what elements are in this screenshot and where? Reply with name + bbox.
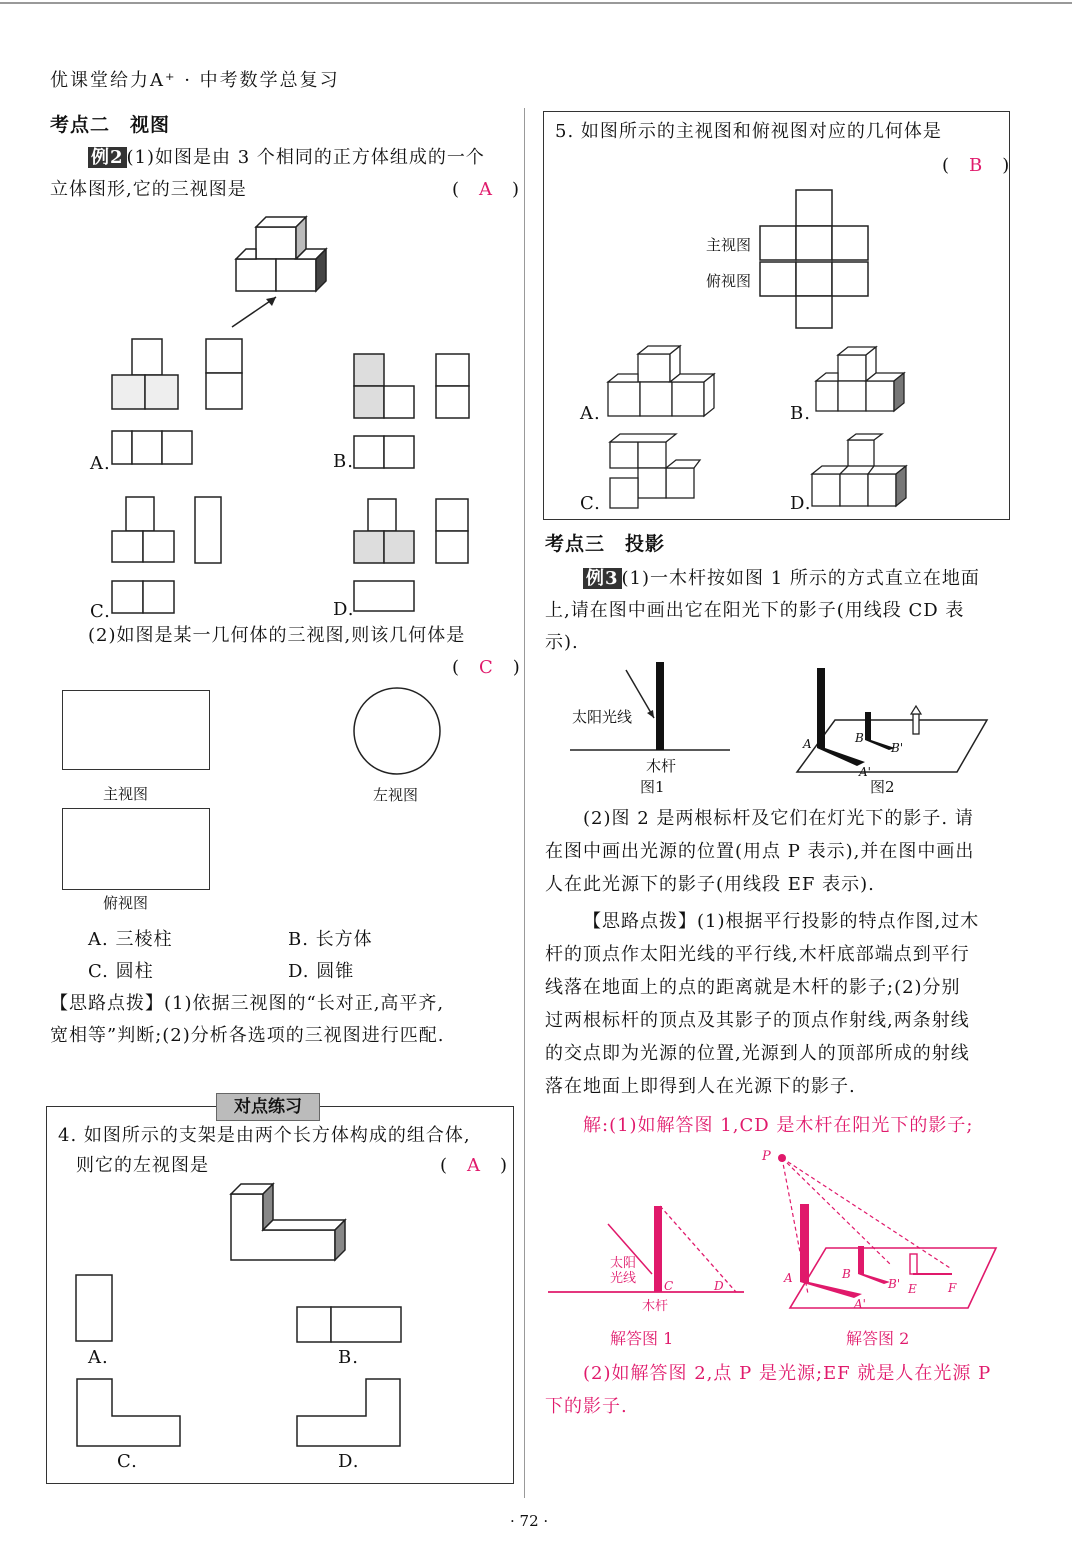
example2-line1: 例2 (1)如图是由 3 个相同的正方体组成的一个 [88, 142, 485, 174]
figure1-pole-label: 木杆 [646, 757, 677, 775]
svg-text:F: F [948, 1281, 957, 1295]
section-title-views: 考点二 视图 [50, 114, 171, 136]
hint3-line5: 的交点即为光源的位置,光源到人的顶部所成的射线 [545, 1043, 970, 1064]
figure1-sun-label: 太阳光线 [572, 708, 633, 726]
example3-line3: 示). [545, 632, 579, 653]
section-title-projection: 考点三 投影 [545, 533, 666, 555]
hint3-line4: 过两根标杆的顶点及其影子的顶点作射线,两条射线 [545, 1010, 970, 1031]
q4-option-a-label: A. [88, 1347, 109, 1368]
main-view-label: 主视图 [103, 785, 149, 803]
solution-figure1 [548, 1200, 748, 1310]
svg-text:A': A' [859, 765, 871, 779]
page-header: 优课堂给力A⁺ · 中考数学总复习 [50, 70, 340, 91]
choice-c: C. 圆柱 [88, 961, 154, 982]
option-b-views [352, 352, 482, 472]
solution-line2: (2)如解答图 2,点 P 是光源;EF 就是人在光源 P [583, 1363, 992, 1384]
svg-text:A: A [784, 1271, 793, 1285]
q5-option-c-solid [604, 432, 704, 512]
cube-solid-figure [230, 205, 340, 330]
answer-bracket-5: ( B ) [942, 155, 1011, 176]
choice-b: B. 长方体 [288, 929, 373, 950]
solution-pole-label: 木杆 [642, 1299, 669, 1314]
example3-part2-line1: (2)图 2 是两根标杆及它们在灯光下的影子. 请 [583, 808, 974, 829]
top-view-label: 俯视图 [103, 894, 149, 912]
option-c-label: C. [90, 601, 111, 622]
answer-bracket-1: ( A ) [452, 179, 521, 200]
q5-option-b-solid [808, 345, 923, 420]
svg-text:B': B' [888, 1277, 901, 1291]
q5-option-c-label: C. [580, 493, 601, 514]
left-view-circle [352, 686, 442, 776]
answer-bracket-4: ( A ) [440, 1155, 509, 1176]
example2-q2: (2)如图是某一几何体的三视图,则该几何体是 [88, 625, 466, 646]
svg-text:A': A' [854, 1297, 866, 1311]
page-number: · 72 · [510, 1512, 549, 1530]
q5-top-view-label: 俯视图 [706, 272, 752, 290]
q4-option-b-label: B. [338, 1347, 359, 1368]
question4-line1: 4. 如图所示的支架是由两个长方体构成的组合体, [58, 1125, 471, 1146]
example2-line2: 立体图形,它的三视图是 [50, 179, 247, 200]
q5-option-d-label: D. [790, 493, 812, 514]
q4-option-d-view [296, 1378, 406, 1448]
option-a-views [110, 335, 250, 470]
top-view-rect [62, 808, 210, 890]
top-rule [0, 2, 1072, 4]
hint-line1: 【思路点拨】(1)依据三视图的“长对正,高平齐, [50, 993, 445, 1014]
option-d-label: D. [333, 599, 355, 620]
hint-line2: 宽相等”判断;(2)分析各选项的三视图进行匹配. [50, 1025, 445, 1046]
option-d-views [352, 497, 482, 617]
left-view-label: 左视图 [373, 786, 419, 804]
bracket-solid-figure [225, 1180, 360, 1270]
q5-option-b-label: B. [790, 403, 811, 424]
q5-main-view-label: 主视图 [706, 236, 752, 254]
q4-option-c-label: C. [117, 1451, 138, 1472]
svg-text:D: D [714, 1279, 724, 1293]
svg-text:E: E [908, 1282, 917, 1296]
svg-text:B: B [842, 1267, 851, 1281]
hint3-line3: 线落在地面上的点的距离就是木杆的影子;(2)分别 [545, 977, 961, 998]
solution-figure2-caption: 解答图 2 [846, 1329, 910, 1348]
svg-text:B': B' [891, 741, 904, 755]
example3-part2-line2: 在图中画出光源的位置(用点 P 表示),并在图中画出 [545, 841, 975, 862]
choice-a: A. 三棱柱 [88, 929, 173, 950]
q4-option-d-label: D. [338, 1451, 360, 1472]
question5-text: 5. 如图所示的主视图和俯视图对应的几何体是 [555, 121, 942, 142]
question4-line2: 则它的左视图是 [76, 1155, 209, 1176]
q5-option-d-solid [808, 432, 913, 512]
svg-text:C: C [664, 1279, 674, 1293]
figure2-poles [795, 664, 990, 779]
figure2-caption: 图2 [870, 778, 895, 796]
solution-figure2 [762, 1148, 1005, 1318]
hint3-line6: 落在地面上即得到人在光源下的影子. [545, 1076, 856, 1097]
solution-figure1-caption: 解答图 1 [610, 1329, 674, 1348]
svg-text:B: B [855, 731, 864, 745]
q5-views-figure [760, 188, 900, 333]
svg-text:A: A [803, 737, 812, 751]
example-tag: 例2 [88, 147, 127, 168]
solution-sun-label: 太阳光线 [610, 1256, 637, 1286]
example3-part2-line3: 人在此光源下的影子(用线段 EF 表示). [545, 874, 875, 895]
q5-option-a-solid [604, 342, 719, 422]
q4-option-c-view [76, 1378, 186, 1448]
example-tag-3: 例3 [583, 568, 622, 589]
q5-option-a-label: A. [580, 403, 601, 424]
hint3-line1: 【思路点拨】(1)根据平行投影的特点作图,过木 [583, 911, 980, 932]
hint3-line2: 杆的顶点作太阳光线的平行线,木杆底部端点到平行 [545, 944, 970, 965]
example3-line1: 例3 (1)一木杆按如图 1 所示的方式直立在地面 [583, 563, 980, 595]
choice-d: D. 圆锥 [288, 961, 355, 982]
q4-option-a-view [75, 1274, 115, 1344]
q4-option-b-view [296, 1306, 406, 1346]
column-divider [524, 108, 525, 1498]
option-b-label: B. [333, 451, 354, 472]
option-c-views [110, 495, 240, 620]
practice-title: 对点练习 [216, 1093, 320, 1121]
answer-bracket-2: ( C ) [452, 657, 521, 678]
solution-line1: 解:(1)如解答图 1,CD 是木杆在阳光下的影子; [583, 1115, 974, 1136]
example3-line2: 上,请在图中画出它在阳光下的影子(用线段 CD 表 [545, 600, 965, 621]
solution-line3: 下的影子. [545, 1396, 628, 1417]
figure1-caption: 图1 [640, 778, 665, 796]
main-view-rect [62, 690, 210, 770]
option-a-label: A. [90, 453, 111, 474]
svg-text:P: P [762, 1149, 771, 1164]
